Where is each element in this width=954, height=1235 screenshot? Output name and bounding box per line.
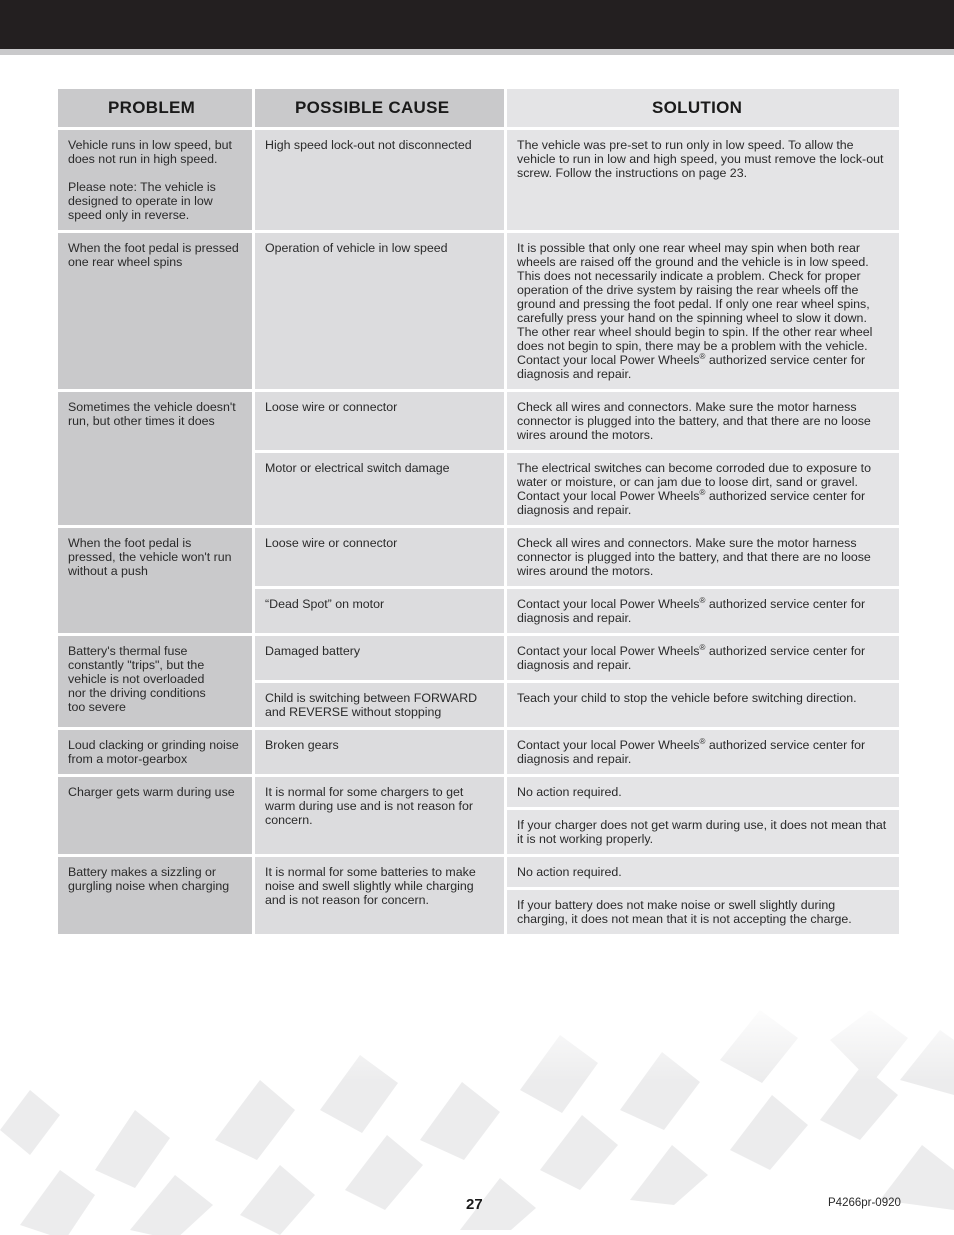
header-possible-cause: POSSIBLE CAUSE bbox=[255, 89, 504, 127]
cause-cell: Broken gears bbox=[255, 730, 504, 774]
part-code: P4266pr-0920 bbox=[828, 1197, 901, 1209]
cause-cell: Damaged battery bbox=[255, 636, 504, 680]
solution-cell: No action required. bbox=[507, 857, 899, 887]
troubleshooting-table bbox=[55, 86, 902, 937]
table-row bbox=[58, 857, 899, 887]
cause-cell: Motor or electrical switch damage bbox=[255, 453, 504, 525]
table-row bbox=[58, 233, 899, 389]
cause-cell: Loose wire or connector bbox=[255, 528, 504, 586]
registered-mark: ® bbox=[699, 736, 706, 746]
header-bar bbox=[0, 0, 954, 49]
problem-cell: When the foot pedal is pressed one rear wheel spins bbox=[58, 233, 252, 389]
registered-mark: ® bbox=[699, 487, 706, 497]
solution-cell: No action required. bbox=[507, 777, 899, 807]
problem-cell: When the foot pedal is pressed, the vehicle won't run without a push bbox=[58, 528, 252, 633]
table-row bbox=[58, 130, 899, 230]
solution-cell: Contact your local Power Wheels® authorized service center for diagnosis and repair. bbox=[507, 589, 899, 633]
problem-cell: Charger gets warm during use bbox=[58, 777, 252, 854]
cause-cell: High speed lock-out not disconnected bbox=[255, 130, 504, 230]
solution-cell: Contact your local Power Wheels® authorized service center for diagnosis and repair. bbox=[507, 730, 899, 774]
table-row bbox=[58, 392, 899, 450]
problem-cell: Loud clacking or grinding noise from a motor-gearbox bbox=[58, 730, 252, 774]
header-stripe bbox=[0, 49, 954, 55]
solution-cell: Teach your child to stop the vehicle before switching direction. bbox=[507, 683, 899, 727]
table-row bbox=[58, 636, 899, 680]
registered-mark: ® bbox=[699, 642, 706, 652]
cause-cell: “Dead Spot” on motor bbox=[255, 589, 504, 633]
problem-cell: Sometimes the vehicle doesn't run, but other times it does bbox=[58, 392, 252, 525]
header-problem: PROBLEM bbox=[58, 89, 252, 127]
solution-cell: The vehicle was pre-set to run only in low speed. To allow the vehicle to run in low and high speed, you must remove the lock-out screw. Follow the instructions on page 23. bbox=[507, 130, 899, 230]
problem-cell bbox=[58, 130, 252, 230]
solution-cell: If your charger does not get warm during use, it does not mean that it is not working properly. bbox=[507, 810, 899, 854]
problem-cell: Battery makes a sizzling or gurgling noise when charging bbox=[58, 857, 252, 934]
registered-mark: ® bbox=[699, 595, 706, 605]
problem-cell: Battery's thermal fuse constantly "trips", but the vehicle is not overloaded nor the driving conditions too severe bbox=[58, 636, 252, 727]
registered-mark: ® bbox=[699, 351, 706, 361]
table-row bbox=[58, 528, 899, 586]
cause-cell: It is normal for some chargers to get warm during use and is not reason for concern. bbox=[255, 777, 504, 854]
solution-cell: The electrical switches can become corroded due to exposure to water or moisture, or can jam due to loose dirt, sand or gravel. Contact your local Power Wheels® authorized service center for diagnosis and repair. bbox=[507, 453, 899, 525]
solution-cell: If your battery does not make noise or swell slightly during charging, it does not mean that it is not accepting the charge. bbox=[507, 890, 899, 934]
cause-cell: It is normal for some batteries to make noise and swell slightly while charging and is not reason for concern. bbox=[255, 857, 504, 934]
solution-cell: Contact your local Power Wheels® authorized service center for diagnosis and repair. bbox=[507, 636, 899, 680]
header-solution: SOLUTION bbox=[507, 89, 899, 127]
solution-cell: Check all wires and connectors. Make sure the motor harness connector is plugged into the battery, and that there are no loose wires around the motors. bbox=[507, 528, 899, 586]
page-number: 27 bbox=[466, 1196, 483, 1213]
solution-cell: Check all wires and connectors. Make sure the motor harness connector is plugged into the battery, and that there are no loose wires around the motors. bbox=[507, 392, 899, 450]
table-header-row bbox=[58, 89, 899, 127]
cause-cell: Operation of vehicle in low speed bbox=[255, 233, 504, 389]
table-row bbox=[58, 730, 899, 774]
solution-cell: It is possible that only one rear wheel may spin when both rear wheels are raised off the ground and the vehicle is in low speed. This does not necessarily indicate a problem. Check for proper operation of the drive system by raising the rear wheels off the ground and pressing the foot pedal. If only one rear wheel spins, carefully press your hand on the spinning wheel to slow it down. The other rear wheel should begin to spin. If the other rear wheel does not begin to spin, there may be a problem with the vehicle. Contact your local Power Wheels® authorized service center for diagnosis and repair. bbox=[507, 233, 899, 389]
cause-cell: Loose wire or connector bbox=[255, 392, 504, 450]
cause-cell: Child is switching between FORWARD and REVERSE without stopping bbox=[255, 683, 504, 727]
problem-text: Vehicle runs in low speed, but does not run in high speed. bbox=[68, 138, 232, 166]
table-row bbox=[58, 777, 899, 807]
problem-note: Please note: The vehicle is designed to operate in low speed only in reverse. bbox=[68, 180, 216, 222]
